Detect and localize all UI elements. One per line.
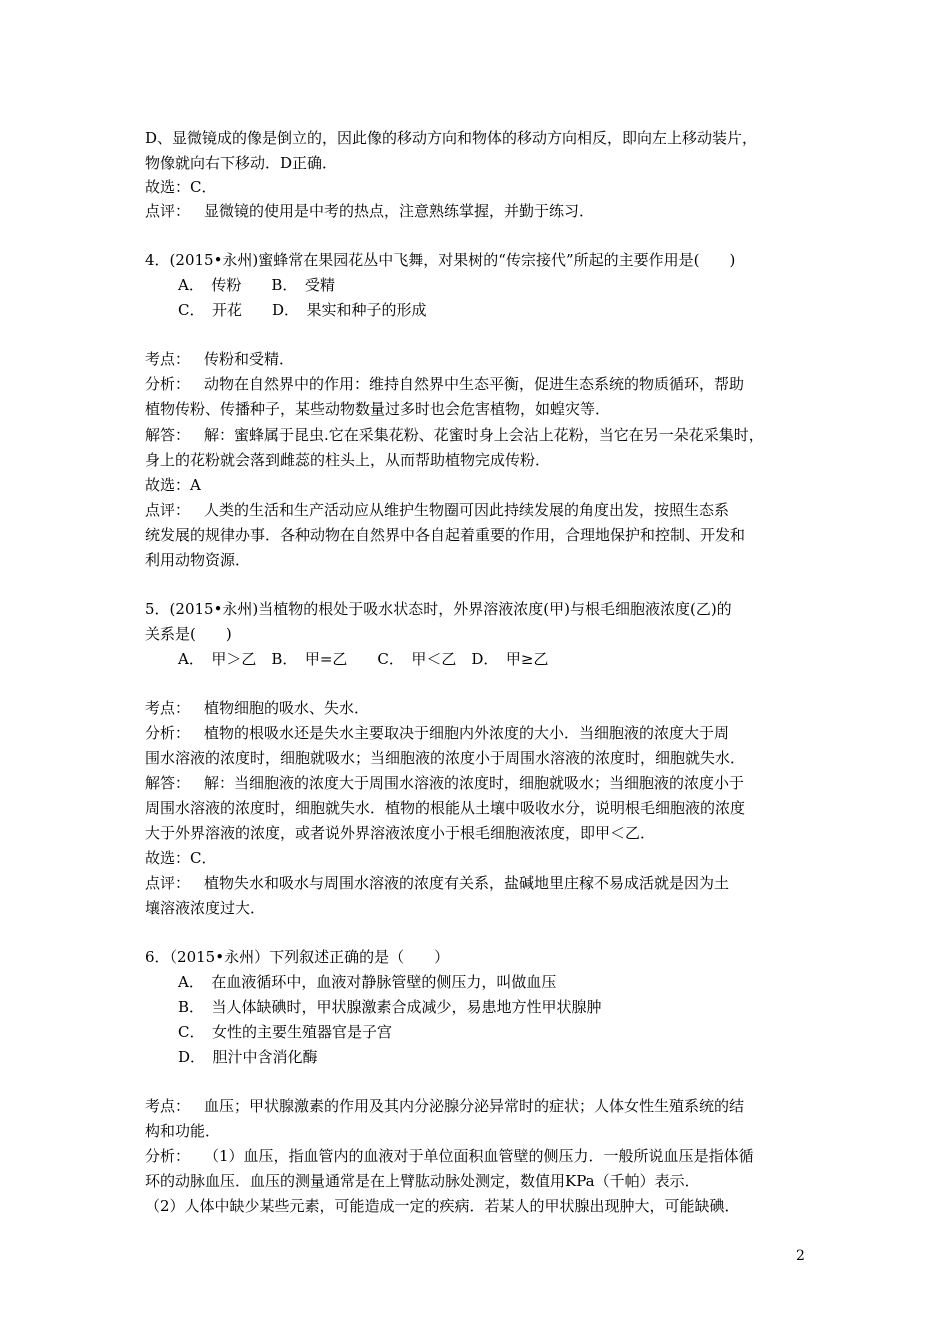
q5-answer: 故选：C．	[145, 849, 217, 867]
dianping-text: 人类的生活和生产活动应从维护生物圈可因此持续发展的角度出发，按照生态系	[204, 501, 730, 519]
q6-option-b: B． 当人体缺碘时，甲状腺激素合成减少，易患地方性甲状腺肿	[178, 998, 602, 1016]
kaodian-label: 考点：	[145, 350, 191, 368]
q6-kaodian-line1	[145, 1096, 744, 1116]
q5-fenxi-line2: 围水溶液的浓度时，细胞就吸水；当细胞液的浓度小于周围水溶液的浓度时，细胞就失水．	[145, 749, 746, 767]
q5-jieda-line3: 大于外界溶液的浓度，或者说外界溶液浓度小于根毛细胞液浓度，即甲＜乙．	[145, 824, 656, 842]
q3-comment	[145, 201, 594, 221]
q4-dianping-line3: 利用动物资源．	[145, 551, 251, 569]
comment-label: 点评：	[145, 202, 191, 220]
q5-fenxi-line1	[145, 723, 729, 743]
q3-option-d-line2: 物像就向右下移动．D正确．	[145, 154, 338, 172]
q5-stem-line2: 关系是( )	[145, 625, 232, 643]
jieda-label: 解答：	[145, 426, 191, 444]
q6-option-c: C． 女性的主要生殖器官是子宫	[178, 1023, 392, 1041]
q4-options-cd: C． 开花 D． 果实和种子的形成	[178, 301, 427, 319]
dianping-label: 点评：	[145, 874, 191, 892]
q5-options: A． 甲＞乙 B． 甲=乙 C． 甲＜乙 D． 甲≥乙	[178, 650, 549, 668]
q5-stem-line1: 5．(2015•永州)当植物的根处于吸水状态时，外界溶液浓度(甲)与根毛细胞液浓度(乙)的	[145, 600, 732, 618]
q4-options-ab: A． 传粉 B． 受精	[178, 276, 335, 294]
q4-dianping-line2: 统发展的规律办事．各种动物在自然界中各自起着重要的作用，合理地保护和控制、开发和	[145, 526, 746, 544]
q6-stem: 6．（2015•永州）下列叙述正确的是（ ）	[145, 948, 450, 966]
q5-kaodian	[145, 698, 369, 718]
jieda-label: 解答：	[145, 774, 191, 792]
q6-kaodian-line2: 构和功能．	[145, 1122, 221, 1140]
kaodian-text: 植物细胞的吸水、失水．	[204, 699, 370, 717]
q6-option-a: A． 在血液循环中，血液对静脉管壁的侧压力，叫做血压	[178, 973, 557, 991]
q6-fenxi-line1	[145, 1146, 754, 1166]
q4-dianping-line1	[145, 500, 729, 520]
q5-dianping-line1	[145, 873, 729, 893]
kaodian-label: 考点：	[145, 699, 191, 717]
q6-option-d: D． 胆汁中含消化酶	[178, 1048, 318, 1066]
jieda-text: 解：蜜蜂属于昆虫.它在采集花粉、花蜜时身上会沾上花粉，当它在另一朵花采集时，	[204, 426, 764, 444]
q3-answer: 故选：C．	[145, 178, 217, 196]
q5-dianping-line2: 壤溶液浓度过大．	[145, 899, 266, 917]
kaodian-label: 考点：	[145, 1097, 191, 1115]
q4-kaodian	[145, 349, 294, 369]
q4-stem: 4．(2015•永州)蜜蜂常在果园花丛中飞舞，对果树的“传宗接代”所起的主要作用是( )	[145, 251, 736, 269]
fenxi-label: 分析：	[145, 375, 191, 393]
q6-fenxi-line2: 环的动脉血压．血压的测量通常是在上臂肱动脉处测定，数值用KPa（千帕）表示．	[145, 1172, 700, 1190]
q5-jieda-line1	[145, 773, 744, 793]
q4-jieda-line1	[145, 425, 764, 445]
page-number: 2	[796, 1248, 805, 1264]
fenxi-label: 分析：	[145, 724, 191, 742]
q6-fenxi-line3: （2）人体中缺少某些元素，可能造成一定的疾病．若某人的甲状腺出现肿大，可能缺碘．	[145, 1197, 740, 1215]
kaodian-text: 血压；甲状腺激素的作用及其内分泌腺分泌异常时的症状；人体女性生殖系统的结	[204, 1097, 745, 1115]
comment-text: 显微镜的使用是中考的热点，注意熟练掌握，并勤于练习．	[204, 202, 595, 220]
kaodian-text: 传粉和受精．	[204, 350, 295, 368]
fenxi-text: 植物的根吸水还是失水主要取决于细胞内外浓度的大小．当细胞液的浓度大于周	[204, 724, 730, 742]
fenxi-text: 动物在自然界中的作用：维持自然界中生态平衡，促进生态系统的物质循环，帮助	[204, 375, 745, 393]
jieda-text: 解：当细胞液的浓度大于周围水溶液的浓度时，细胞就吸水；当细胞液的浓度小于	[204, 774, 745, 792]
q3-option-d-line1: D、显微镜成的像是倒立的，因此像的移动方向和物体的移动方向相反，即向左上移动装片，	[145, 129, 758, 147]
fenxi-text: （1）血压，指血管内的血液对于单位面积血管壁的侧压力．一般所说血压是指体循	[204, 1147, 754, 1165]
dianping-text: 植物失水和吸水与周围水溶液的浓度有关系，盐碱地里庄稼不易成活就是因为土	[204, 874, 730, 892]
fenxi-label: 分析：	[145, 1147, 191, 1165]
q5-jieda-line2: 周围水溶液的浓度时，细胞就失水．植物的根能从土壤中吸收水分，说明根毛细胞液的浓度	[145, 799, 746, 817]
q4-jieda-line2: 身上的花粉就会落到雌蕊的柱头上，从而帮助植物完成传粉．	[145, 451, 551, 469]
q4-fenxi-line1	[145, 374, 744, 394]
q4-answer: 故选：A	[145, 476, 201, 494]
dianping-label: 点评：	[145, 501, 191, 519]
q4-fenxi-line2: 植物传粉、传播种子，某些动物数量过多时也会危害植物，如蝗灾等．	[145, 400, 611, 418]
